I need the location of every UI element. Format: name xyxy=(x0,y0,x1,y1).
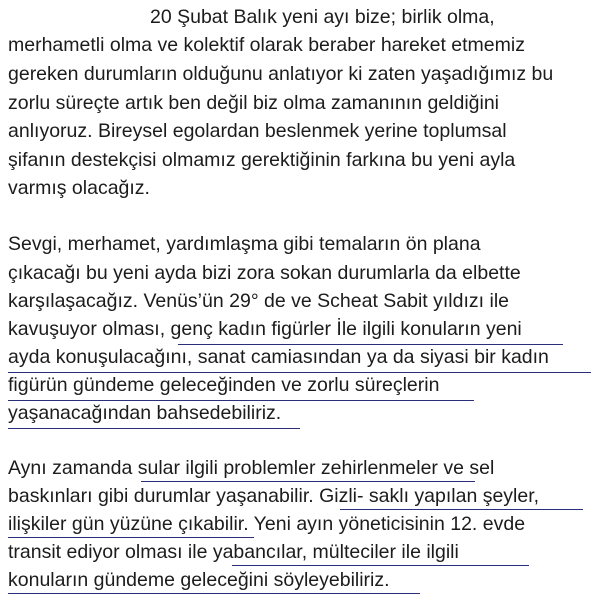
text-line: transit ediyor olması ile yabancılar, mülteciler ile ilgili xyxy=(8,541,459,563)
text-line: konuların gündeme geleceğini söyleyebiliriz. xyxy=(8,569,390,591)
underline-annotation xyxy=(178,344,563,345)
underline-annotation xyxy=(8,372,591,373)
text-line: merhametli olma ve kolektif olarak beraber hareket etmemiz xyxy=(8,34,525,56)
text-line: gereken durumların olduğunu anlatıyor ki zaten yaşadığımız bu xyxy=(8,63,554,85)
text-line: şifanın destekçisi olmamız gerektiğinin farkına bu yeni ayla xyxy=(8,149,516,171)
underline-annotation xyxy=(8,593,420,594)
text-line: varmış olacağız. xyxy=(8,177,150,199)
text-line: kavuşuyor olması, genç kadın figürler İle ilgili konuların yeni xyxy=(8,318,522,340)
text-line: ilişkiler gün yüzüne çıkabilir. Yeni ayın yöneticisinin 12. evde xyxy=(8,513,526,535)
text-line: yaşanacağından bahsedebiliriz. xyxy=(8,402,282,424)
underline-annotation xyxy=(232,565,529,566)
text-line: Aynı zamanda sular ilgili problemler zehirlenmeler ve sel xyxy=(8,457,495,479)
text-line: karşılaşacağız. Venüs’ün 29° de ve Scheat Sabit yıldızı ile xyxy=(8,290,510,312)
text-line: baskınları gibi durumlar yaşanabilir. Gizli- saklı yapılan şeyler, xyxy=(8,485,540,507)
underline-annotation xyxy=(340,509,583,510)
underline-annotation xyxy=(141,481,475,482)
underline-annotation xyxy=(8,400,474,401)
text-line: çıkacağı bu yeni ayda bizi zora sokan durumlarla da elbette xyxy=(8,262,521,284)
underline-annotation xyxy=(8,537,254,538)
text-line: zorlu süreçte artık ben değil biz olma zamanının geldiğini xyxy=(8,92,500,114)
underline-annotation xyxy=(8,428,300,429)
text-line: figürün gündeme geleceğinden ve zorlu süreçlerin xyxy=(8,374,440,396)
text-line: 20 Şubat Balık yeni ayı bize; birlik olma, xyxy=(150,6,495,28)
text-line: anlıyoruz. Bireysel egolardan beslenmek yerine toplumsal xyxy=(8,120,507,142)
text-line: Sevgi, merhamet, yardımlaşma gibi temaların ön plana xyxy=(8,233,481,255)
text-line: ayda konuşulacağını, sanat camiasından ya da siyasi bir kadın xyxy=(8,346,549,368)
